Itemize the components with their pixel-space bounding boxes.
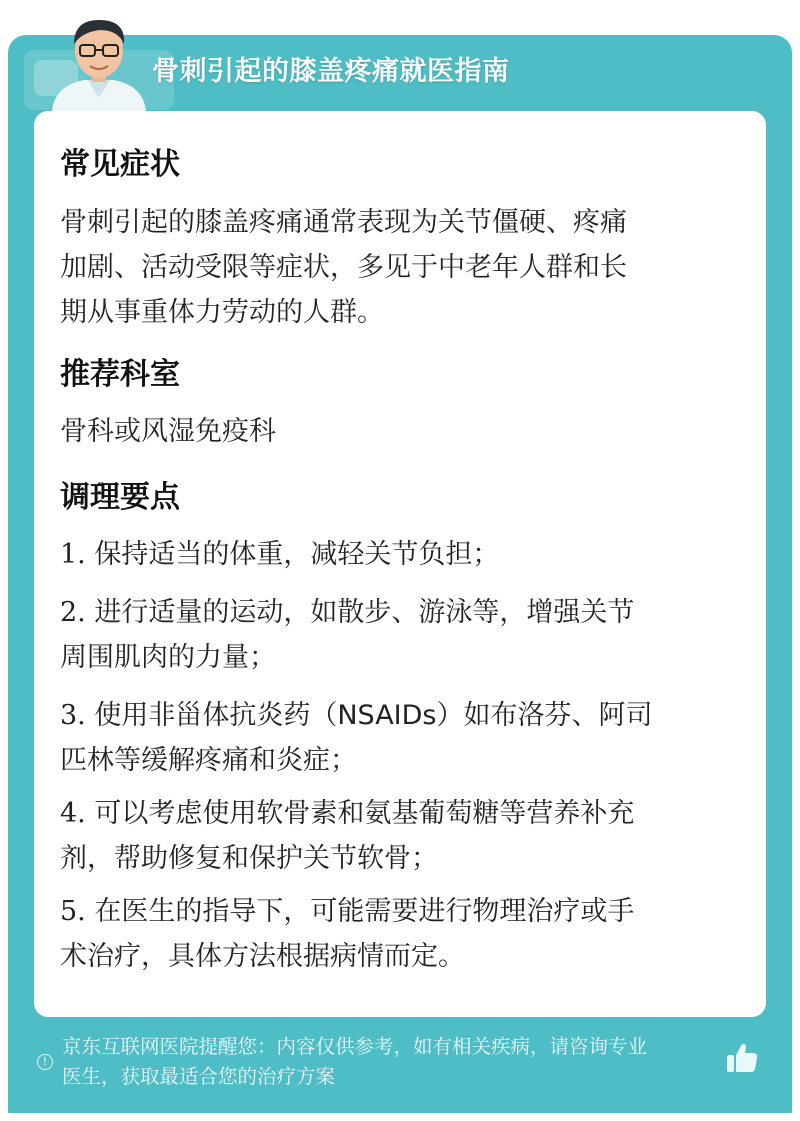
care-item <box>60 889 744 979</box>
page-title: 骨刺引起的膝盖疼痛就医指南 <box>152 56 510 87</box>
doctor-avatar-icon <box>44 8 154 112</box>
footer-line: 京东互联网医院提醒您：内容仅供参考，如有相关疾病，请咨询专业 <box>62 1035 648 1058</box>
symptoms-text <box>60 200 744 335</box>
care-item-line <box>60 693 744 738</box>
symptoms-line: 期从事重体力劳动的人群。 <box>60 297 384 328</box>
care-item-line <box>60 590 744 635</box>
care-item-line <box>60 791 744 836</box>
care-item-number: 2. <box>60 597 86 628</box>
care-item-text: 进行适量的运动，如散步、游泳等，增强关节 <box>94 597 635 628</box>
footer-disclaimer <box>62 1032 727 1092</box>
care-item-line: 匹林等缓解疼痛和炎症； <box>60 745 357 776</box>
care-item <box>60 532 744 577</box>
care-item <box>60 590 744 680</box>
care-item-text: 在医生的指导下，可能需要进行物理治疗或手 <box>94 896 635 927</box>
care-item-number: 5. <box>60 896 86 927</box>
symptoms-heading: 常见症状 <box>60 147 180 182</box>
care-item-text: 使用非甾体抗炎药（NSAIDs）如布洛芬、阿司 <box>94 700 653 731</box>
care-item <box>60 791 744 881</box>
care-item-text: 可以考虑使用软骨素和氨基葡萄糖等营养补充 <box>94 798 635 829</box>
care-item-number: 4. <box>60 798 86 829</box>
department-text: 骨科或风湿免疫科 <box>60 416 276 447</box>
symptoms-line: 加剧、活动受限等症状，多见于中老年人群和长 <box>60 252 627 283</box>
footer-line: 医生，获取最适合您的治疗方案 <box>62 1065 336 1088</box>
care-heading: 调理要点 <box>60 480 180 515</box>
thumbs-up-icon[interactable] <box>724 1040 760 1076</box>
department-heading: 推荐科室 <box>60 357 180 392</box>
care-item <box>60 693 744 783</box>
care-item-line <box>60 889 744 934</box>
care-item-number: 3. <box>60 700 86 731</box>
content-card <box>34 111 766 1017</box>
care-item-line: 术治疗，具体方法根据病情而定。 <box>60 941 465 972</box>
symptoms-line: 骨刺引起的膝盖疼痛通常表现为关节僵硬、疼痛 <box>60 207 627 238</box>
care-item-number: 1. <box>60 539 86 570</box>
care-item-text: 保持适当的体重，减轻关节负担； <box>94 539 500 570</box>
care-item-line <box>60 532 744 577</box>
care-item-line: 剂，帮助修复和保护关节软骨； <box>60 843 438 874</box>
info-circle-icon: ! <box>37 1054 53 1070</box>
care-item-line: 周围肌肉的力量； <box>60 642 276 673</box>
